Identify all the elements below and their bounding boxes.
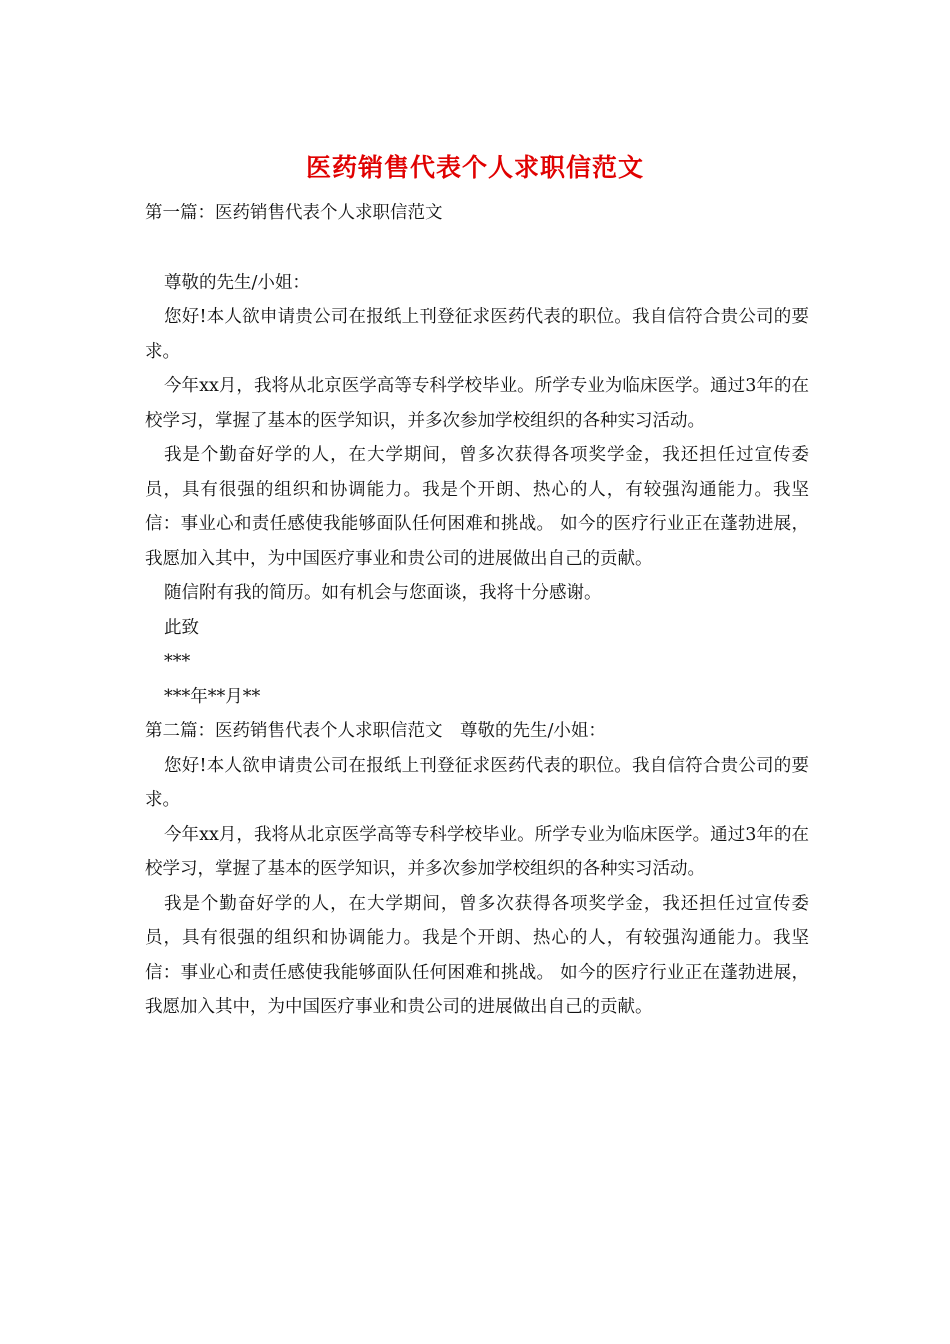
part1-heading: 第一篇：医药销售代表个人求职信范文: [145, 203, 443, 223]
part1-paragraph: 您好!本人欲申请贵公司在报纸上刊登征求医药代表的职位。我自信符合贵公司的要求。: [145, 307, 809, 362]
part1-paragraph: 今年xx月，我将从北京医学高等专科学校毕业。所学专业为临床医学。通过3年的在校学习，掌握了基本的医学知识，并多次参加学校组织的各种实习活动。: [145, 376, 809, 431]
part1-signature: ***: [164, 652, 191, 672]
page-title: 医药销售代表个人求职信范文: [305, 153, 644, 182]
part1-paragraph: 随信附有我的简历。如有机会与您面谈，我将十分感谢。: [164, 583, 602, 603]
part1-date: ***年**月**: [164, 686, 261, 707]
part1-paragraph: 我是个勤奋好学的人，在大学期间，曾多次获得各项奖学金，我还担任过宣传委员，具有很强的组织和协调能力。我是个开朗、热心的人，有较强沟通能力。我坚信：事业心和责任感使我能够面队任何困难和挑战。 如今的医疗行业正在蓬勃进展，我愿加入其中，为中国医疗事业和贵公司的进展做出自己的贡献。: [145, 445, 809, 569]
part2-paragraph: 您好!本人欲申请贵公司在报纸上刊登征求医药代表的职位。我自信符合贵公司的要求。: [145, 755, 809, 810]
document-body: [145, 196, 809, 1025]
part2-paragraph: 我是个勤奋好学的人，在大学期间，曾多次获得各项奖学金，我还担任过宣传委员，具有很强的组织和协调能力。我是个开朗、热心的人，有较强沟通能力。我坚信：事业心和责任感使我能够面队任何困难和挑战。 如今的医疗行业正在蓬勃进展，我愿加入其中，为中国医疗事业和贵公司的进展做出自己的贡献。: [145, 893, 809, 1017]
part2-paragraph: 今年xx月，我将从北京医学高等专科学校毕业。所学专业为临床医学。通过3年的在校学习，掌握了基本的医学知识，并多次参加学校组织的各种实习活动。: [145, 824, 809, 879]
part1-closing: 此致: [164, 617, 199, 638]
part2-heading: 第二篇：医药销售代表个人求职信范文 尊敬的先生/小姐：: [145, 721, 606, 741]
part1-salutation: 尊敬的先生/小姐：: [164, 272, 310, 293]
